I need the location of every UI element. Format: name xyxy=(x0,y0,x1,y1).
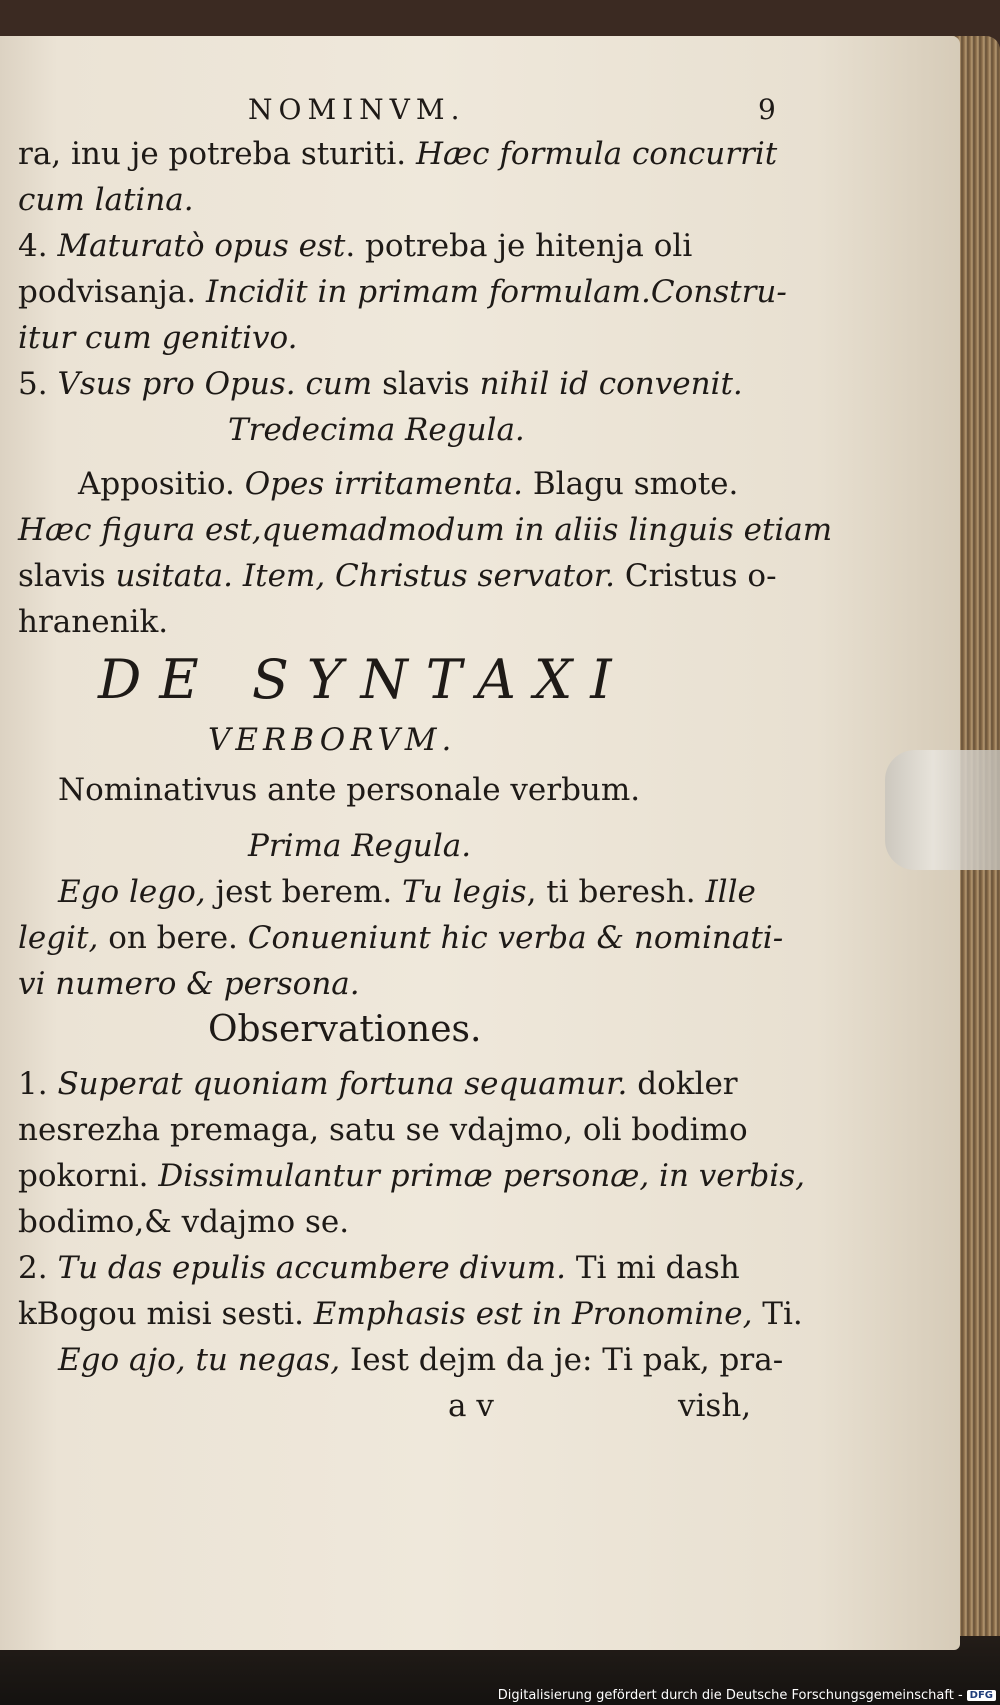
text-line-19: nesrezha premaga, satu se vdajmo, oli bodimo xyxy=(18,1112,748,1148)
footer-credit xyxy=(498,1688,996,1703)
text-line-2: cum latina. xyxy=(18,182,194,218)
text-line-3: 4. Maturatò opus est. potreba je hitenja oli xyxy=(18,228,693,264)
text-line-1: ra, inu je potreba sturiti. Hæc formula concurrit xyxy=(18,136,778,172)
footer-credit-text: Digitalisierung gefördert durch die Deutsche Forschungsgemeinschaft - xyxy=(497,1688,963,1703)
rule-heading-1: Prima Regula. xyxy=(248,828,472,864)
page-clip xyxy=(885,750,1000,870)
text-line-10: slavis usitata. Item, Christus servator. Cristus o- xyxy=(18,558,777,594)
section-subtitle: VERBORVM. xyxy=(208,722,457,758)
text-line-23: kBogou misi sesti. Emphasis est in Pronomine, Ti. xyxy=(18,1296,803,1332)
text-line-6: 5. Vsus pro Opus. cum slavis nihil id convenit. xyxy=(18,366,743,402)
text-line-24: Ego ajo, tu negas, Iest dejm da je: Ti pak, pra- xyxy=(58,1342,784,1378)
catchword: vish, xyxy=(678,1388,752,1424)
text-line-18: 1. Superat quoniam fortuna sequamur. dokler xyxy=(18,1066,738,1102)
text-line-11: hranenik. xyxy=(18,604,169,640)
text-line-8: Appositio. Opes irritamenta. Blagu smote. xyxy=(78,466,739,502)
text-line-4: podvisanja. Incidit in primam formulam.Constru- xyxy=(18,274,787,310)
text-line-5: itur cum genitivo. xyxy=(18,320,298,356)
page-number: 9 xyxy=(758,93,782,126)
section-title: DE SYNTAXI xyxy=(98,648,630,711)
signature-mark: a v xyxy=(448,1388,494,1424)
running-title: NOMINVM. xyxy=(248,93,466,126)
text-line-22: 2. Tu das epulis accumbere divum. Ti mi dash xyxy=(18,1250,740,1286)
text-line-14: Ego lego, jest berem. Tu legis, ti beresh. Ille xyxy=(58,874,756,910)
text-line-21: bodimo,& vdajmo se. xyxy=(18,1204,350,1240)
rule-heading-13: Tredecima Regula. xyxy=(228,412,525,448)
text-line-20: pokorni. Dissimulantur primæ personæ, in verbis, xyxy=(18,1158,805,1194)
text-line-15: legit, on bere. Conueniunt hic verba & nominati- xyxy=(18,920,784,956)
text-line-16: vi numero & persona. xyxy=(18,966,360,1002)
dfg-logo: DFG xyxy=(967,1690,996,1701)
text-line-9: Hæc figura est,quemadmodum in aliis linguis etiam xyxy=(18,512,833,548)
subheading-nominativus: Nominativus ante personale verbum. xyxy=(58,772,641,808)
observationes-heading: Observationes. xyxy=(208,1009,482,1050)
